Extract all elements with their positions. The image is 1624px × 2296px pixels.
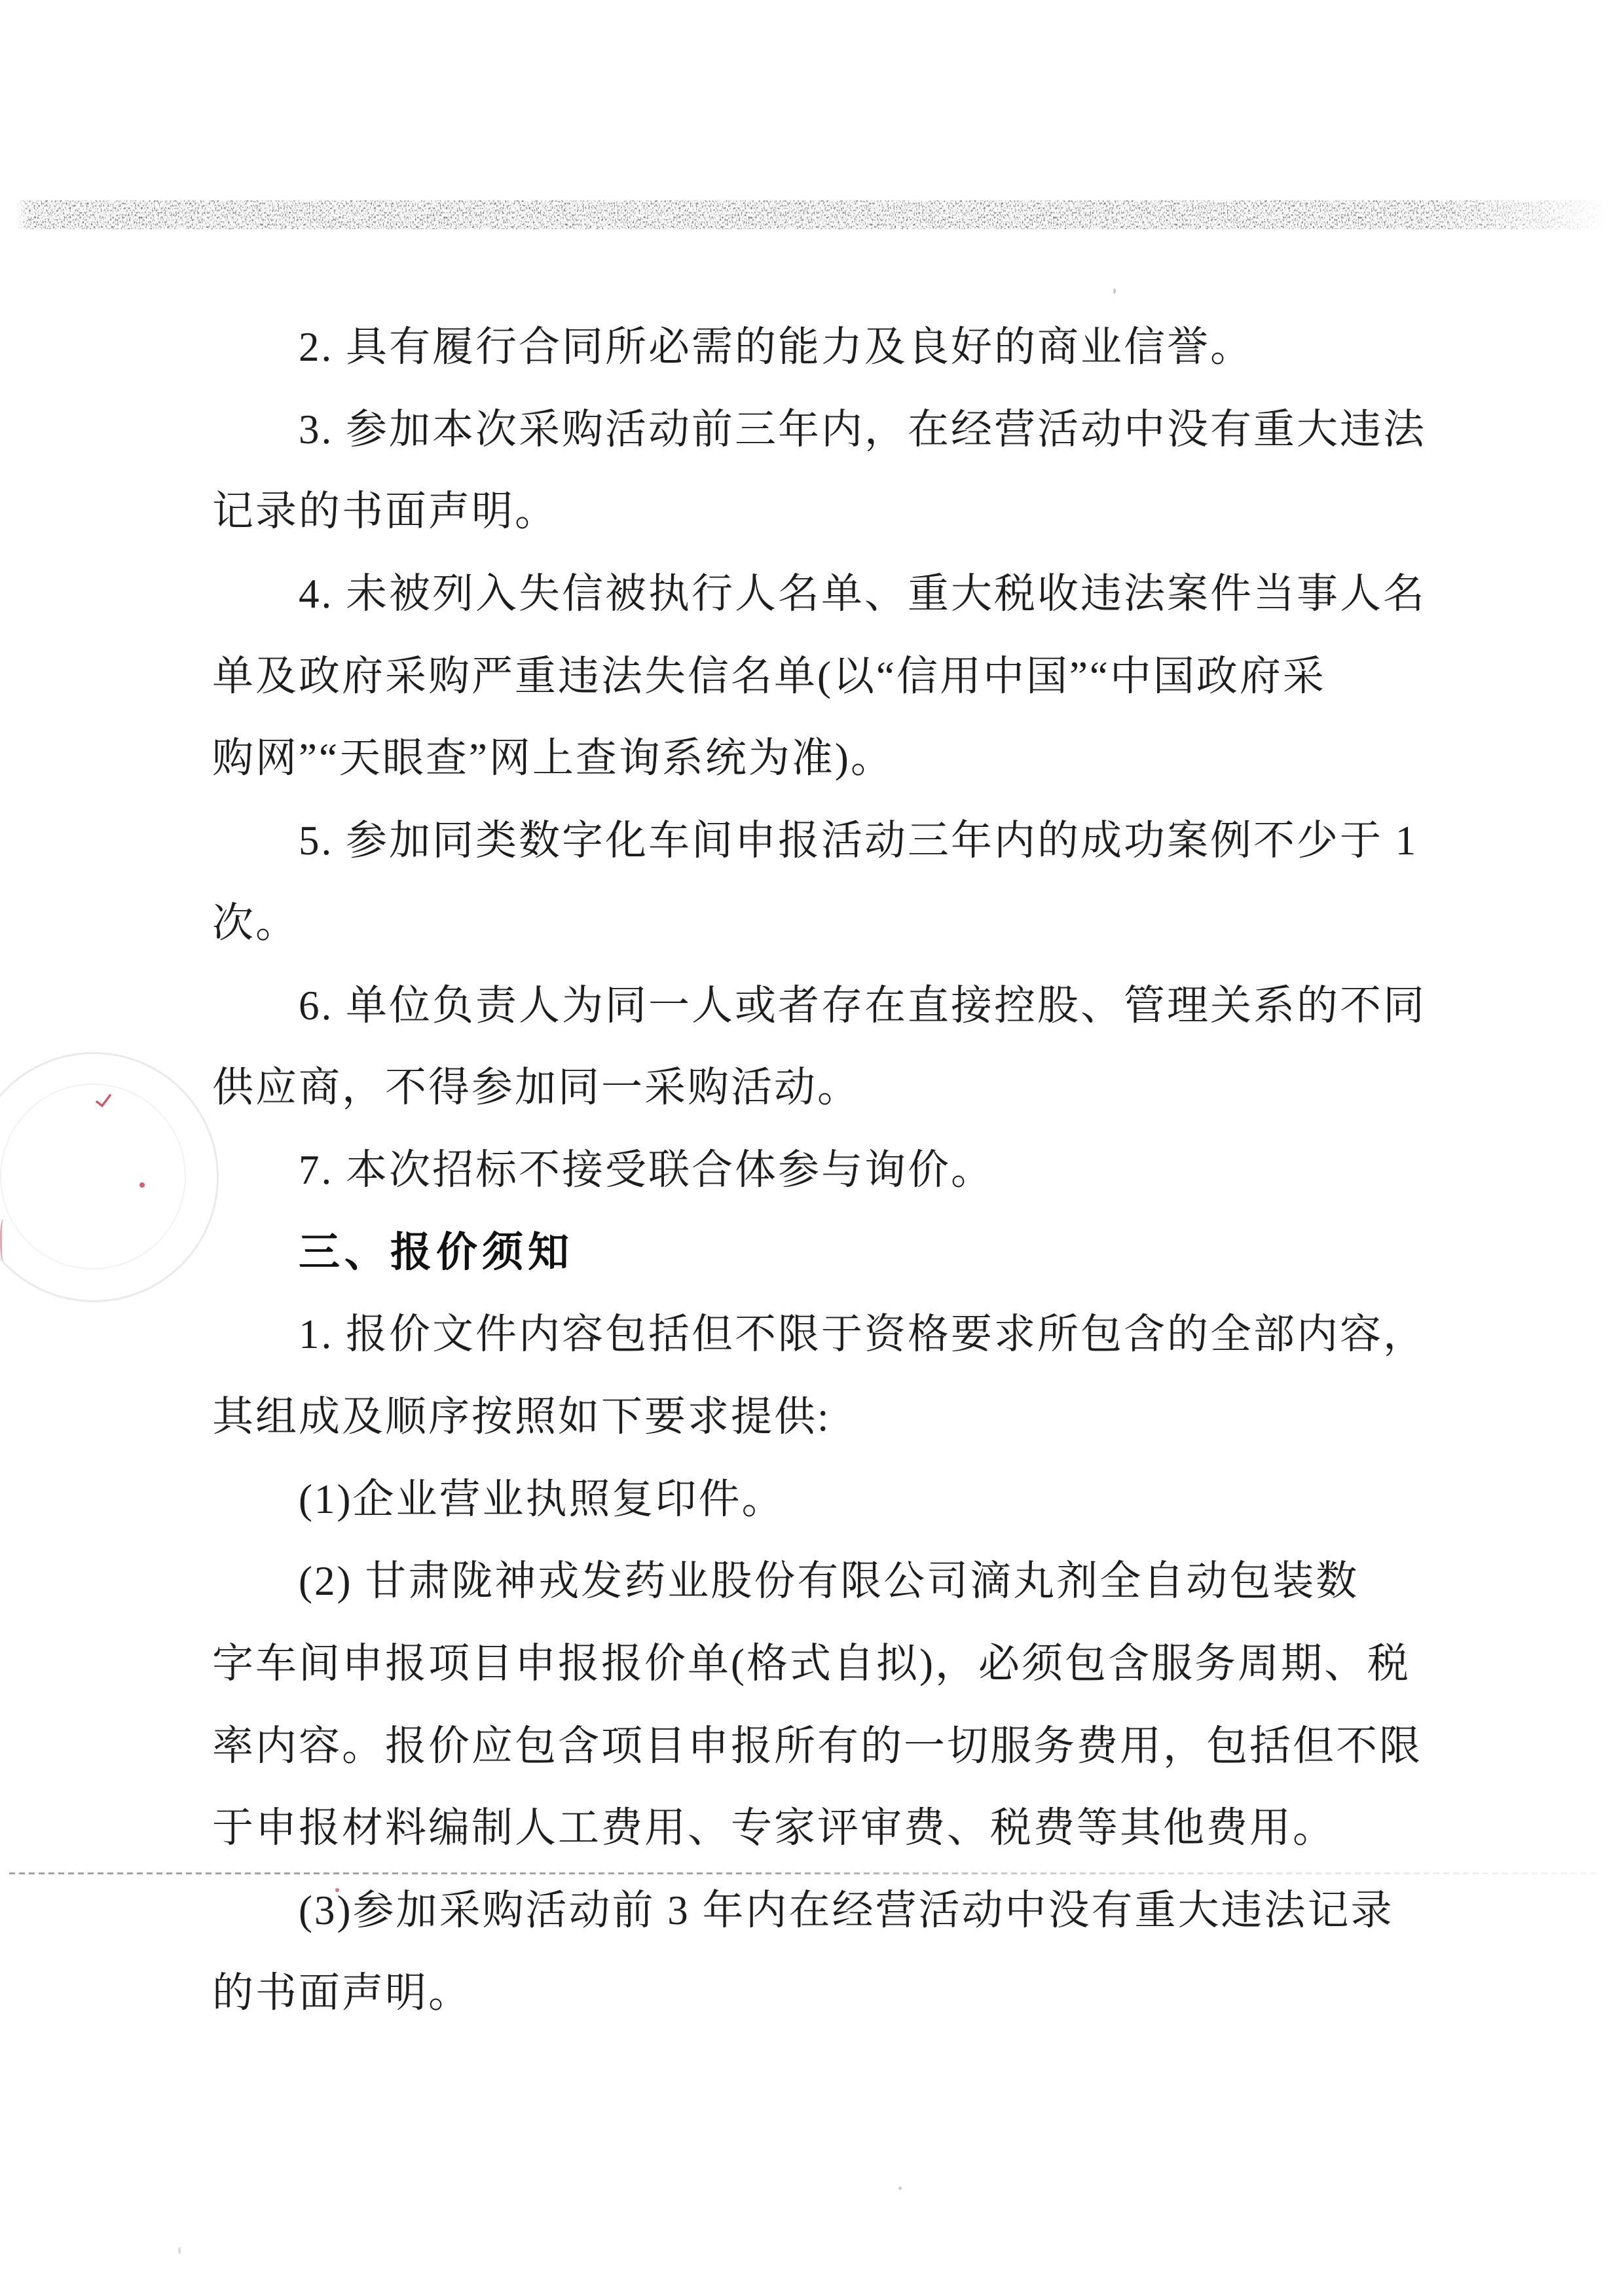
scanner-noise-band: [16, 200, 1608, 229]
text-line-item6: 6. 单位负责人为同一人或者存在直接控股、管理关系的不同: [299, 982, 1426, 1029]
section-heading: 三、报价须知: [299, 1229, 574, 1275]
stamp-ghost-inner-ring: [0, 1084, 186, 1269]
text-line-note1-sub1: (1)企业营业执照复印件。: [299, 1476, 785, 1522]
text-line-note1: 1. 报价文件内容包括但不限于资格要求所包含的全部内容，: [299, 1311, 1426, 1358]
text-line-note1-sub2: (2) 甘肃陇神戎发药业股份有限公司滴丸剂全自动包装数: [299, 1558, 1359, 1605]
document-body: [212, 306, 1426, 2034]
text-line-item7: 7. 本次招标不接受联合体参与询价。: [299, 1146, 994, 1193]
text-line-note1-sub2-cont1: 字车间申报项目申报报价单(格式自拟)，必须包含服务周期、税: [212, 1641, 1411, 1686]
text-line-note1-sub2-cont3: 于申报材料编制人工费用、专家评审费、税费等其他费用。: [212, 1805, 1336, 1851]
text-line-item5-cont: 次。: [212, 900, 299, 946]
dust-speck: [898, 2187, 902, 2190]
text-line-note1-sub3: (3)参加采购活动前 3 年内在经营活动中没有重大违法记录: [299, 1887, 1394, 1934]
text-line-item2: 2. 具有履行合同所必需的能力及良好的商业信誉。: [299, 324, 1253, 370]
noise-texture: [16, 200, 1608, 229]
text-line-item5: 5. 参加同类数字化车间申报活动三年内的成功案例不少于 1: [299, 818, 1418, 864]
text-line-note1-sub2-cont2: 率内容。报价应包含项目申报所有的一切服务费用，包括但不限: [212, 1722, 1422, 1769]
red-pen-dot: [139, 1182, 145, 1188]
text-line-item3-cont: 记录的书面声明。: [212, 488, 558, 535]
text-line-item6-cont: 供应商，不得参加同一采购活动。: [212, 1065, 860, 1111]
red-pen-tick: [95, 1093, 112, 1109]
text-line-item4-cont1: 单及政府采购严重违法失信名单(以“信用中国”“中国政府采: [212, 653, 1326, 699]
red-pen-squiggle: [0, 1219, 7, 1261]
dust-speck: [178, 2247, 181, 2254]
text-line-note1-cont: 其组成及顺序按照如下要求提供:: [212, 1393, 831, 1440]
text-line-item3: 3. 参加本次采购活动前三年内，在经营活动中没有重大违法: [299, 406, 1426, 452]
text-line-item4-cont2: 购网”“天眼查”网上查询系统为准)。: [212, 735, 894, 782]
dust-speck: [1113, 288, 1116, 294]
text-line-note1-sub3-cont: 的书面声明。: [212, 1969, 471, 2016]
text-line-item4: 4. 未被列入失信被执行人名单、重大税收违法案件当事人名: [299, 571, 1426, 617]
